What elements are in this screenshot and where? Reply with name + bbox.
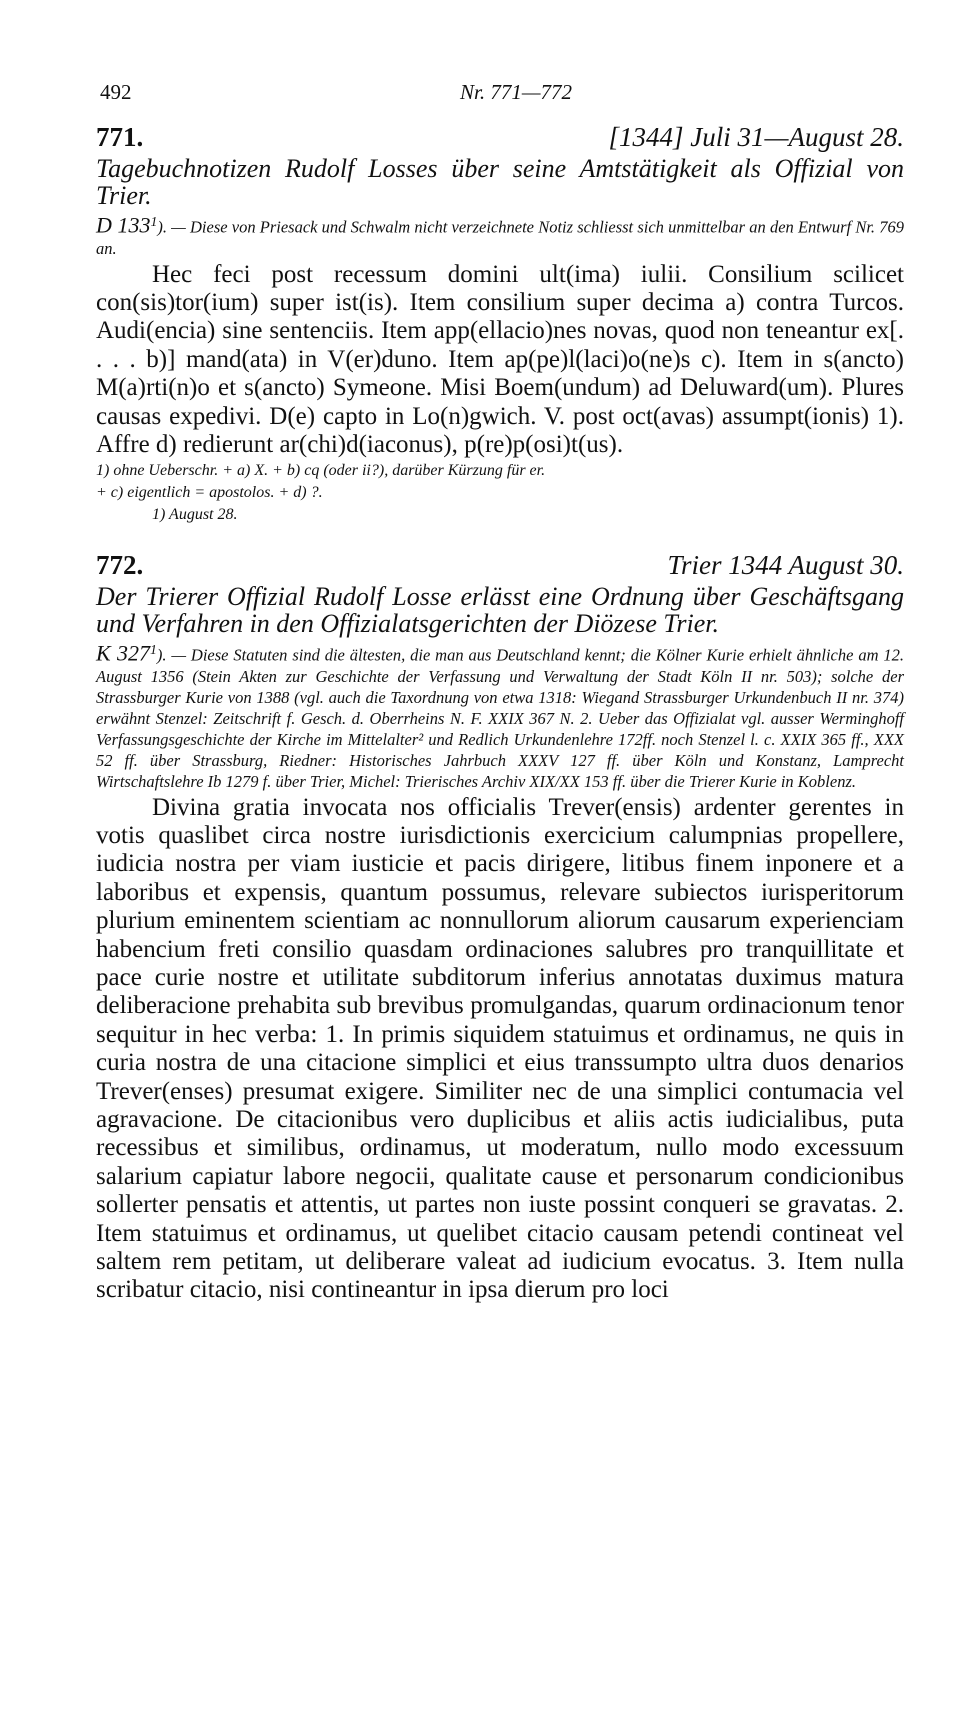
entry-771-apparatus-2: + c) eigentlich = apostolos. + d) ?.	[96, 484, 323, 502]
entry-771-signature: D 133	[96, 212, 151, 238]
entry-772-source-note	[96, 639, 904, 792]
entry-771-source-text: ). — Diese von Priesack und Schwalm nicht verzeichnete Notiz schliesst sich unmittelbar an den Entwurf Nr. 769 an.	[96, 217, 904, 258]
entry-772-number: 772.	[96, 550, 144, 580]
entry-771-source-note	[96, 211, 904, 259]
entry-771-apparatus-1: 1) ohne Ueberschr. + a) X. + b) cq (oder ii?), darüber Kürzung für er.	[96, 462, 546, 480]
entry-771-text: Hec feci post recessum domini ult(ima) iulii. Consilium scilicet con(sis)tor(ium) super ist(is). Item consilium super decima a) contra Turcos. Audi(encia) sine sentenciis. Item app(ellacio)nes novas, quod non teneantur ex[. . . . b)] mand(ata) in V(er)duno. Item ap(pe)l(laci)o(ne)s c). Item in s(ancto) M(a)rti(n)o et s(ancto) Symeone. Misi Boem(undum) ad Deluward(um). Plures causas expedivi. D(e) capto in Lo(n)gwich. V. post oct(avas) assumpt(ionis) 1). Affre d) redierunt ar(chi)d(iaconus), p(re)p(osi)t(us).	[96, 260, 904, 458]
page-number: 492	[100, 80, 132, 104]
entry-771-signature-footnote-mark: 1	[150, 214, 158, 229]
entry-772-signature-footnote-mark: 1	[149, 642, 157, 657]
entry-771-title: Tagebuchnotizen Rudolf Losses über seine Amtstätigkeit als Offizial von Trier.	[96, 154, 904, 210]
entry-772	[96, 550, 904, 1305]
entry-771-number: 771.	[96, 122, 144, 152]
entry-772-text: Divina gratia invocata nos officialis Trever(ensis) ardenter gerentes in votis quaslibet circa nostre iurisdictionis exercicium calumpnias propellere, iudicia nostra per viam iusticie et pacis dirigere, litibus finem inponere et a laboribus et expensis, quantum possumus, relevare subiectos iurisperitorum plurium eminentem scientiam ac nonnullorum aliorum causarum experienciam habencium freti consilio quasdam ordinaciones salubres pro tranquillitate et pace curie nostre et utilitate subditorum inferius annotatas duximus matura deliberacione prehabita sub brevibus promulgandas, quarum ordinacionum tenor sequitur in hec verba: 1. In primis siquidem statuimus et ordinamus, ne quis in curia nostra de una citacione simplici et eius transsumpto ultra duos denarios Trever(enses) presumat exigere. Similiter nec de una simplici contumacia vel agravacione. De citacionibus vero duplicibus et aliis actis iudicialibus, puta recessibus et similibus, ordinamus, ut moderatum, nullo modo excessuum salarium capiatur labore negocii, qualitate cause et personarum condicionibus sollerter pensatis et attentis, ut partes non iuste possint conqueri se gravatas. 2. Item statuimus et ordinamus, ut quelibet citacio causam petendi contineat vel saltem rem petitam, ut deliberare valeat ad iudicium evocatus. 3. Item nulla scribatur citacio, nisi contineantur in ipsa dierum pro loci	[96, 793, 904, 1304]
entry-771-footnote: 1) August 28.	[152, 506, 238, 524]
entry-772-source-text: ). — Diese Statuten sind die ältesten, die man aus Deutschland kennt; die Kölner Kurie erhielt ähnliche am 12. August 1356 (Stein Akten zur Geschichte der Verfassung und Verwaltung der Stadt Köln II nr. 503); solche der Strassburger Kurie von 1388 (vgl. auch die Taxordnung von etwa 1318: Wiegand Strassburger Urkundenbuch II nr. 374) erwähnt Stenzel: Zeitschrift f. Gesch. d. Oberrheins N. F. XXIX 367 N. 2. Ueber das Offizialat vgl. ausser Werminghoff Verfassungsgeschichte der Kirche im Mittelalter² und Redlich Urkundenlehre 172ff. noch Stenzel l. c. XXIX 365 ff., XXX 52 ff. über Strassburg, Riedner: Historisches Jahrbuch XXXV 127 ff. über Köln und Konstanz, Lamprecht Wirtschaftslehre Ib 1279 f. über Trier, Michel: Trierisches Archiv XIX/XX 153 ff. über die Trierer Kurie in Koblenz.	[96, 645, 904, 791]
page-header	[100, 80, 860, 110]
entry-772-heading	[96, 550, 904, 581]
entry-772-date: Trier 1344 August 30.	[667, 550, 904, 580]
entry-771-date: [1344] Juli 31—August 28.	[608, 122, 904, 152]
entry-772-signature: K 327	[96, 640, 150, 666]
entry-772-title: Der Trierer Offizial Rudolf Losse erlässt eine Ordnung über Geschäftsgang und Verfahren in den Offizialatsgerichten der Diözese Trier.	[96, 582, 904, 638]
running-title: Nr. 771—772	[460, 80, 573, 104]
entry-771-heading	[96, 122, 904, 153]
entry-771	[96, 122, 904, 525]
